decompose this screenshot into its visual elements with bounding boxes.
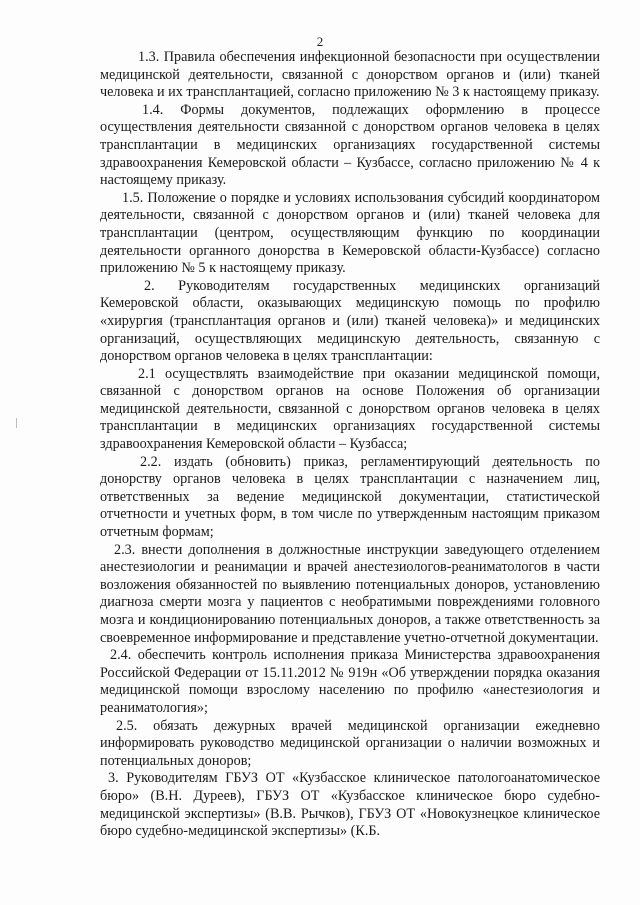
paragraph-3: 3. Руководителям ГБУЗ ОТ «Кузбасское клиническое патологоанатомическое бюро» (В.Н. Дуреев), ГБУЗ ОТ «Кузбасское клиническое бюро судебно-медицинской экспертизы» (В.В. Рычков), ГБУЗ ОТ «Новокузнецкое клиническое бюро судебно-медицинской экспертизы» (К.Б. xyxy=(100,770,600,840)
paragraph-2-4: 2.4. обеспечить контроль исполнения приказа Министерства здравоохранения Российской Федерации от 15.11.2012 № 919н «Об утверждении порядка оказания медицинской помощи взрослому населению по профилю «анестезиология и реаниматология»; xyxy=(100,647,600,716)
document-body xyxy=(100,49,600,841)
paragraph-2-5: 2.5. обязать дежурных врачей медицинской организации ежедневно информировать руководство медицинской организации о наличии возможных и потенциальных доноров; xyxy=(100,717,600,769)
paragraph-2: 2. Руководителям государственных медицинских организаций Кемеровской области, оказывающих медицинскую помощь по профилю «хирургия (трансплантация органов и (или) тканей человека)» и медицинских организаций, осуществляющих медицинскую деятельность, связанную с донорством органов человека в целях трансплантации: xyxy=(100,277,600,365)
paragraph-2-2: 2.2. издать (обновить) приказ, регламентирующий деятельность по донорству органов человека в целях трансплантации с назначением лиц, ответственных за ведение медицинской документации, статистической отчетности и учетных форм, в том числе по утвержденным настоящим приказом отчетным формам; xyxy=(100,453,600,541)
paragraph-1-4: 1.4. Формы документов, подлежащих оформлению в процессе осуществления деятельности связанной с донорством органов человека в целях трансплантации в медицинских организациях государственной системы здравоохранения Кемеровской области – Кузбассе, согласно приложению № 4 к настоящему приказу. xyxy=(100,101,600,189)
margin-mark xyxy=(16,418,17,428)
paragraph-2-1: 2.1 осуществлять взаимодействие при оказании медицинской помощи, связанной с донорством органов на основе Положения об организации медицинской деятельности, связанной с донорством органов человека в целях трансплантации в медицинских организациях государственной системы здравоохранения Кемеровской области – Кузбасса; xyxy=(100,365,600,453)
paragraph-1-3: 1.3. Правила обеспечения инфекционной безопасности при осуществлении медицинской деятельности, связанной с донорством органов и (или) тканей человека и их трансплантацией, согласно приложению № 3 к настоящему приказу. xyxy=(100,49,600,101)
paragraph-1-5: 1.5. Положение о порядке и условиях использования субсидий координатором деятельности, связанной с донорством органов и (или) тканей человека для трансплантации (центром, осуществляющим функцию по координации деятельности органного донорства в Кемеровской области-Кузбассе) согласно приложению № 5 к настоящему приказу. xyxy=(100,189,600,277)
paragraph-2-3: 2.3. внести дополнения в должностные инструкции заведующего отделением анестезиологии и реанимации и врачей анестезиологов-реаниматологов в части возложения обязанностей по выявлению потенциальных доноров, установлению диагноза смерти мозга у пациентов с необратимыми повреждениями головного мозга и кондиционированию потенциальных доноров, а также ответственность за своевременное информирование и представление учетно-отчетной документации. xyxy=(100,541,600,646)
page-number: 2 xyxy=(316,34,324,49)
